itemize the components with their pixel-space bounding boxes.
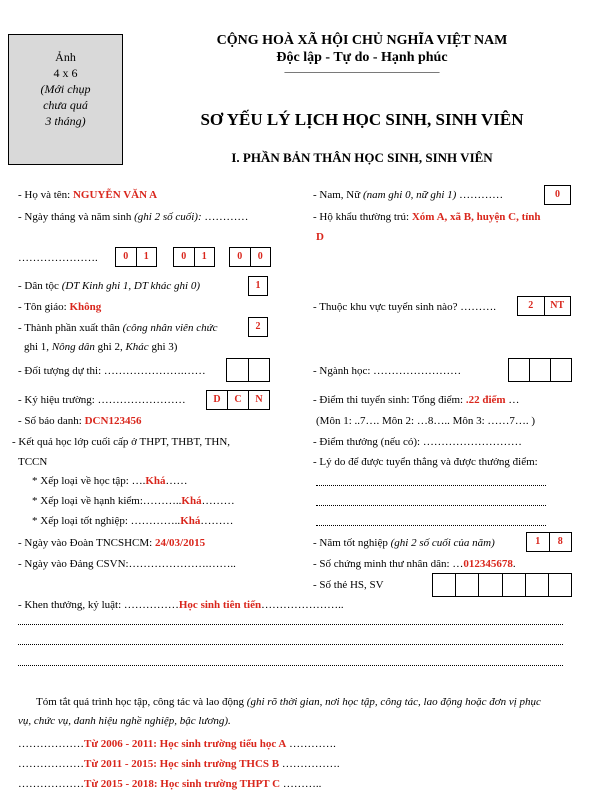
gender-box[interactable] [544, 185, 571, 205]
box-cell: 1 [194, 248, 215, 266]
box-cell [433, 574, 455, 596]
result-label-cont: TCCN [18, 456, 48, 468]
origin-text: ghi 1, [24, 341, 50, 353]
summary-row [18, 737, 336, 751]
student-card-box[interactable] [432, 573, 572, 597]
photo-text: chưa quá [43, 98, 88, 112]
box-cell: 0 [181, 251, 187, 262]
reward-label: - Khen thưởng, kỷ luật: …………… [18, 599, 179, 611]
graduation-rank-label: * Xếp loại tốt nghiệp: ………….. [32, 515, 181, 527]
graduation-rank-row [32, 514, 233, 528]
box-cell [227, 359, 248, 381]
party-label: - Ngày vào Đảng CSVN:………………….…….. [18, 558, 236, 570]
exam-object-box[interactable] [226, 358, 270, 382]
area-box[interactable] [517, 296, 571, 316]
reason-line[interactable] [316, 505, 546, 506]
ethnic-label: - Dân tộc [18, 280, 59, 292]
reason-line[interactable] [316, 485, 546, 486]
box-cell [548, 574, 571, 596]
box-cell: 0 [123, 251, 129, 262]
summary-intro-text: Tóm tắt quá trình học tập, công tác và lao động [36, 696, 245, 708]
box-cell: 1 [255, 280, 261, 291]
section-heading: I. PHẦN BẢN THÂN HỌC SINH, SINH VIÊN [231, 150, 493, 165]
student-card-label: - Số thẻ HS, SV [313, 579, 384, 591]
study-rank-row [32, 474, 188, 488]
score-dots: … [508, 394, 520, 406]
ethnic-box[interactable] [248, 276, 268, 296]
id-value[interactable]: 012345678 [463, 558, 513, 570]
reason-line[interactable] [316, 525, 546, 526]
dob-day-box[interactable] [115, 247, 157, 267]
motto: Độc lập - Tự do - Hạnh phúc [276, 50, 448, 65]
origin-label: - Thành phần xuất thân [18, 322, 120, 334]
summary-intro-note-cont: vụ, chức vụ, danh hiệu nghề nghiệp, bậc lương). [18, 715, 231, 727]
major-box[interactable] [508, 358, 572, 382]
dob-label: - Ngày tháng và năm sinh [18, 211, 132, 223]
household-row [313, 210, 541, 224]
school-code-label: - Ký hiệu trường: …………………… [18, 394, 186, 406]
box-cell: 2 [528, 300, 534, 311]
religion-label: - Tôn giáo: [18, 301, 67, 313]
origin-note: (công nhân viên chức [122, 322, 218, 334]
dob-year-box[interactable] [229, 247, 271, 267]
major-label: - Ngành học: …………………… [313, 365, 462, 377]
score-row [313, 393, 519, 407]
photo-text: (Mới chụp [40, 82, 91, 96]
name-value[interactable]: NGUYỄN VĂN A [72, 189, 158, 201]
subject-scores: (Môn 1: ..7…. Môn 2: …8….. Môn 3: ……7…. ) [316, 415, 536, 427]
box-cell [509, 359, 529, 381]
box-cell: 0 [237, 251, 243, 262]
exam-object-label: - Đối tượng dự thi: ………………….…… [18, 365, 206, 377]
origin-row-2 [24, 340, 177, 354]
origin-text: ghi 3) [151, 341, 178, 353]
union-value[interactable]: 24/03/2015 [154, 537, 206, 549]
summary-row-text[interactable]: Từ 2015 - 2018: Học sinh trường THPT C [84, 778, 281, 790]
graduation-rank-value[interactable]: Khá [180, 515, 201, 527]
dots: …………. [286, 738, 336, 750]
photo-placeholder [8, 34, 123, 165]
reward-line[interactable] [18, 644, 563, 645]
grad-year-label: - Năm tốt nghiệp [313, 537, 388, 549]
dots: ……………… [18, 778, 84, 790]
gender-row [313, 188, 503, 202]
reward-line[interactable] [18, 665, 563, 666]
summary-intro-note: (ghi rõ thời gian, nơi học tập, công tác, lao động hoặc đơn vị phục [246, 696, 541, 708]
box-cell [248, 359, 270, 381]
study-rank-label: * Xếp loại về học tập: …. [32, 475, 146, 487]
ethnic-note: (DT Kinh ghi 1, DT khác ghi 0) [61, 280, 201, 292]
reason-label: - Lý do để được tuyển thẳng và được thưởng điểm: [313, 456, 538, 468]
dots: ……… [201, 495, 235, 507]
union-label: - Ngày vào Đoàn TNCSHCM: [18, 537, 153, 549]
box-cell: 0 [555, 189, 560, 200]
box-cell: 0 [250, 248, 271, 266]
summary-row [18, 757, 340, 771]
box-cell: 1 [136, 248, 157, 266]
box-cell [455, 574, 478, 596]
box-cell: C [227, 391, 248, 409]
origin-text: Khác [125, 341, 149, 353]
gender-label: - Nam, Nữ [313, 189, 361, 201]
summary-intro [36, 695, 541, 709]
box-cell: D [213, 394, 221, 405]
reward-row [18, 598, 344, 612]
origin-text: Nông dân [51, 341, 95, 353]
origin-row [18, 321, 217, 335]
study-rank-value[interactable]: Khá [145, 475, 166, 487]
grad-year-note: (ghi 2 số cuối của năm) [390, 537, 495, 549]
dots: ………………….. [261, 599, 344, 611]
photo-text: Ảnh [55, 50, 76, 64]
dob-row-dots: …………………. [18, 252, 98, 264]
id-row: - Số chứng minh thư nhân dân: …012345678. [313, 558, 516, 570]
country-heading: CỘNG HOÀ XÃ HỘI CHỦ NGHĨA VIỆT NAM [216, 33, 508, 48]
dob-month-box[interactable] [173, 247, 215, 267]
box-cell [525, 574, 548, 596]
box-cell: 2 [255, 321, 261, 332]
summary-row-text[interactable]: Từ 2011 - 2015: Học sinh trường THCS B [84, 758, 280, 770]
grad-year-box[interactable] [526, 532, 572, 552]
grad-year-row [313, 536, 495, 550]
dots: ……………… [18, 738, 84, 750]
summary-row-text[interactable]: Từ 2006 - 2011: Học sinh trường tiểu học A [84, 738, 287, 750]
document-title: SƠ YẾU LÝ LỊCH HỌC SINH, SINH VIÊN [200, 110, 524, 129]
score-label: - Điểm thi tuyển sinh: Tổng điểm: [313, 394, 466, 406]
gender-note: (nam ghi 0, nữ ghi 1) [362, 189, 457, 201]
motto-underline: _______________________________ [284, 63, 440, 74]
box-cell: 8 [549, 533, 572, 551]
box-cell [550, 359, 571, 381]
origin-box[interactable] [248, 317, 268, 337]
household-label: - Hộ khẩu thường trú: [313, 211, 410, 223]
conduct-rank-value[interactable]: Khá [181, 495, 202, 507]
household-value-cont[interactable]: D [316, 231, 324, 243]
result-label: - Kết quả học lớp cuối cấp ở THPT, THBT, THN, [12, 436, 231, 448]
candidate-number-label: - Số báo danh: [18, 415, 82, 427]
candidate-number-row [18, 414, 141, 428]
dots: ……………… [18, 758, 84, 770]
dob-dots: ………… [204, 211, 249, 223]
summary-row [18, 777, 321, 791]
reward-value[interactable]: Học sinh tiên tiến [178, 599, 262, 611]
photo-text: 4 x 6 [53, 66, 78, 80]
id-label: - Số chứng minh thư nhân dân: … [313, 558, 464, 570]
household-value[interactable]: Xóm A, xã B, huyện C, tỉnh [411, 211, 541, 223]
dots: …… [165, 475, 188, 487]
school-code-box[interactable] [206, 390, 270, 410]
box-cell [478, 574, 501, 596]
dots: ……… [200, 515, 234, 527]
box-cell [529, 359, 550, 381]
dob-note: (ghi 2 số cuối): [134, 211, 202, 223]
box-cell: 1 [535, 536, 541, 547]
area-label: - Thuộc khu vực tuyển sinh nào? ………. [313, 301, 496, 313]
score-value[interactable]: .22 điểm [465, 394, 506, 406]
dob-row [18, 210, 248, 224]
box-cell [502, 574, 525, 596]
gender-dots: ………… [459, 189, 504, 201]
origin-text: ghi 2, [97, 341, 123, 353]
religion-value[interactable]: Không [69, 301, 102, 313]
union-row [18, 536, 205, 550]
name-row [18, 188, 157, 202]
box-cell: NT [544, 297, 571, 315]
dots: ……………. [279, 758, 340, 770]
reward-line[interactable] [18, 624, 563, 625]
dots: ……….. [280, 778, 322, 790]
bonus-label: - Điểm thưởng (nếu có): ……………………… [313, 436, 522, 448]
conduct-rank-label: * Xếp loại về hạnh kiểm:……….. [32, 495, 182, 507]
photo-text: 3 tháng) [45, 114, 86, 128]
ethnic-row [18, 279, 200, 293]
candidate-number-value[interactable]: DCN123456 [84, 415, 142, 427]
name-label: - Họ và tên: [18, 189, 71, 201]
box-cell: N [248, 391, 269, 409]
religion-row [18, 300, 101, 314]
conduct-rank-row [32, 494, 235, 508]
